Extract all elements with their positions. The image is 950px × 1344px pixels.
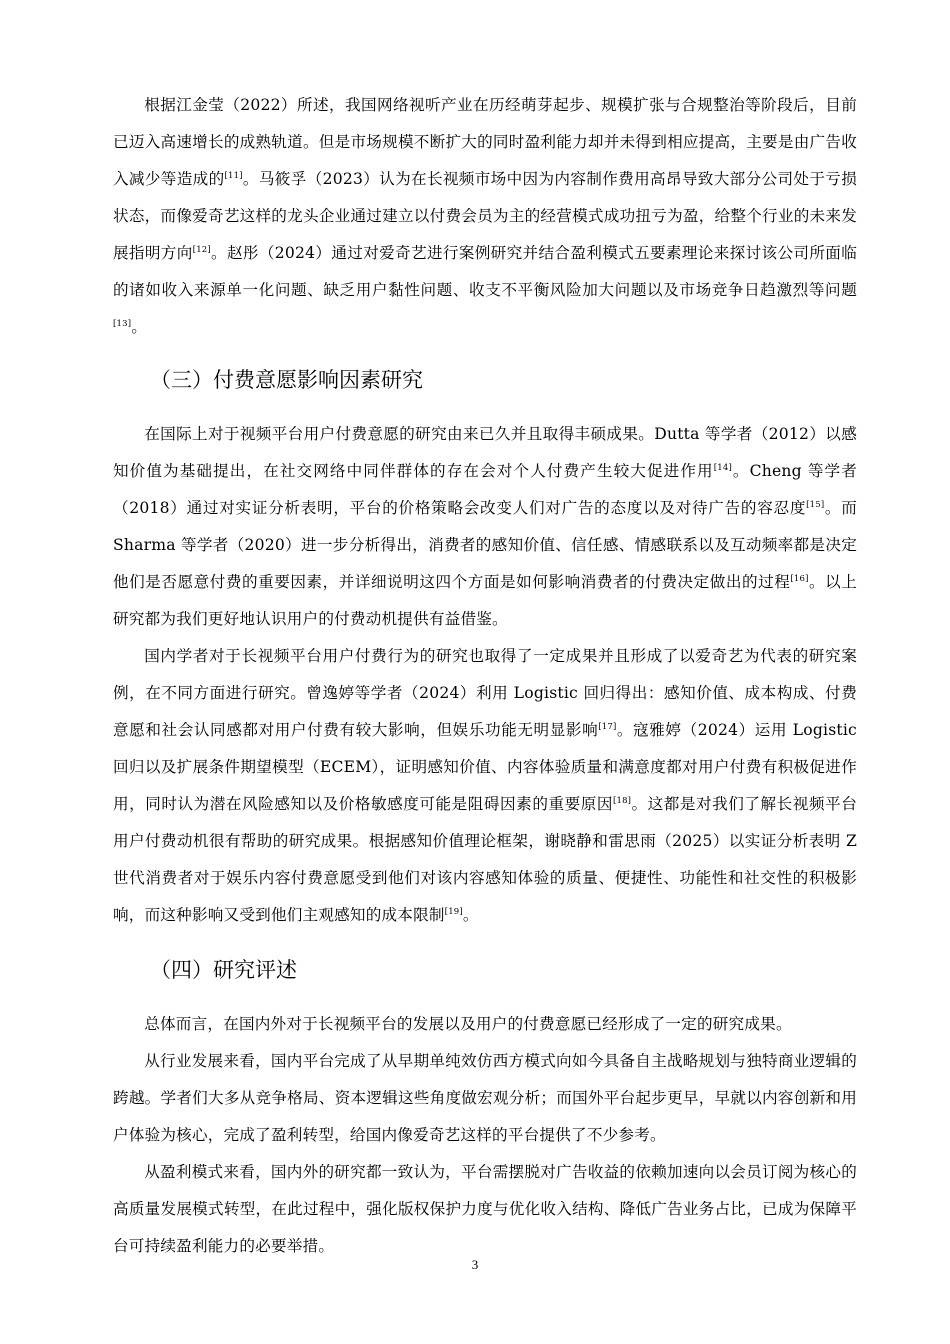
text-run: 根据江金莹（2022）所述，我国网络视听产业在历经萌芽起步、规模扩张与合规整治等阶段后，目前已迈入高速增长的成熟轨道。但是市场规模不断扩大的同时盈利能力却并未得到相应提高，主要是由广告收入减少等造成的: [113, 96, 857, 188]
text-run: 。马筱孚（2023）认为在长视频市场中因为内容制作费用高昂导致大部分公司处于亏损状态，而像爱奇艺这样的龙头企业通过建立以付费会员为主的经营模式成功扭亏为盈，给整个行业的未来发展指明方向: [113, 170, 857, 262]
text-run: 。: [131, 318, 148, 336]
citation-19: [19]: [444, 906, 463, 917]
citation-15: [15]: [806, 499, 825, 510]
paragraph-text: [113, 638, 857, 934]
text-run: 在国际上对于视频平台用户付费意愿的研究由来已久并且取得丰硕成果。Dutta 等学者（2012）以感知价值为基础提出，在社交网络中同伴群体的存在会对个人付费产生较大促进作用: [113, 425, 857, 480]
paragraph-text: 从行业发展来看，国内平台完成了从早期单纯效仿西方模式向如今具备自主战略规划与独特商业逻辑的跨越。学者们大多从竞争格局、资本逻辑这些角度做宏观分析；而国外平台起步更早，早就以内容创新和用户体验为核心，完成了盈利转型，给国内像爱奇艺这样的平台提供了不少参考。: [113, 1052, 857, 1144]
text-run: 。: [462, 906, 479, 924]
text-run: 。寇雅婷（2024）运用 Logistic 回归以及扩展条件期望模型（ECEM），证明感知价值、内容体验质量和满意度都对用户付费有积极促进作用，同时认为潜在风险感知以及价格敏感度可能是阻碍因素的重要原因: [113, 721, 857, 813]
text-run: 。这都是对我们了解长视频平台用户付费动机很有帮助的研究成果。根据感知价值理论框架，谢晓静和雷思雨（2025）以实证分析表明 Z 世代消费者对于娱乐内容付费意愿受到他们对该内容感知体验的质量、便捷性、功能性和社交性的积极影响，而这种影响又受到他们主观感知的成本限制: [113, 795, 857, 924]
section-heading-3: （三）付费意愿影响因素研究: [150, 368, 423, 392]
paragraph-industry-profitability: [113, 87, 857, 346]
paragraph-text: [113, 87, 857, 346]
section-heading-4: （四）研究评述: [150, 958, 297, 982]
text-run: 。赵彤（2024）通过对爱奇艺进行案例研究并结合盈利模式五要素理论来探讨该公司所面临的诸如收入来源单一化问题、缺乏用户黏性问题、收支不平衡风险加大问题以及市场竞争日趋激烈等问题: [113, 244, 857, 299]
citation-14: [14]: [713, 462, 732, 473]
paragraph-text: [113, 416, 857, 638]
text-run: 。而 Sharma 等学者（2020）进一步分析得出，消费者的感知价值、信任感、情感联系以及互动频率都是决定他们是否愿意付费的重要因素，并详细说明这四个方面是如何影响消费者的付费决定做出的过程: [113, 499, 857, 591]
paragraph-international-research: [113, 416, 857, 638]
citation-18: [18]: [612, 795, 632, 806]
text-run: 国内学者对于长视频平台用户付费行为的研究也取得了一定成果并且形成了以爱奇艺为代表的研究案例，在不同方面进行研究。曾逸婷等学者（2024）利用 Logistic 回归得出：感知价值、成本构成、付费意愿和社会认同感都对用户付费有较大影响，但娱乐功能无明显影响: [113, 647, 857, 739]
text-run: 。以上研究都为我们更好地认识用户的付费动机提供有益借鉴。: [113, 573, 857, 628]
page-number: 3: [471, 1257, 479, 1272]
paragraph-text: 从盈利模式来看，国内外的研究都一致认为，平台需摆脱对广告收益的依赖加速向以会员订阅为核心的高质量发展模式转型，在此过程中，强化版权保护力度与优化收入结构、降低广告业务占比，已成为保障平台可持续盈利能力的必要举措。: [113, 1163, 857, 1255]
paragraph-domestic-research: [113, 638, 857, 934]
citation-11: [11]: [224, 170, 243, 181]
paragraph-text: 总体而言，在国内外对于长视频平台的发展以及用户的付费意愿已经形成了一定的研究成果。: [144, 1015, 792, 1033]
text-run: 。Cheng 等学者（2018）通过对实证分析表明，平台的价格策略会改变人们对广告的态度以及对待广告的容忍度: [113, 462, 858, 517]
citation-16: [16]: [790, 573, 809, 584]
citation-12: [12]: [192, 244, 211, 255]
citation-17: [17]: [598, 721, 617, 732]
paragraph-review-summary: [113, 1006, 857, 1265]
citation-13: [13]: [113, 318, 132, 329]
